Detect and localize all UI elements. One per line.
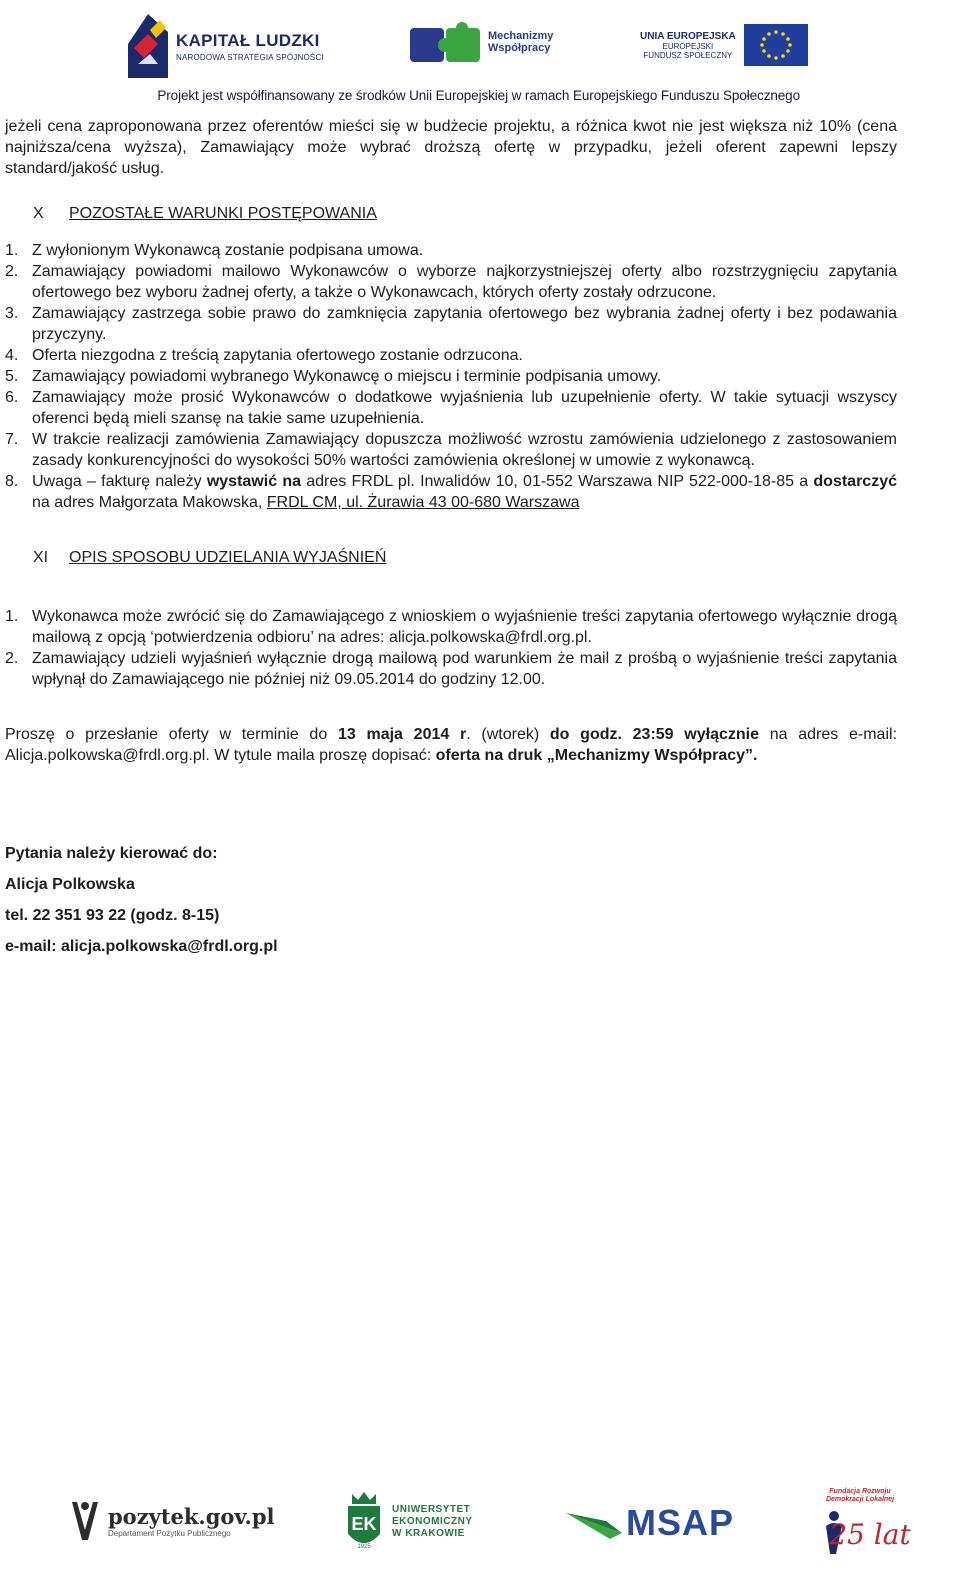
pozytek-figure-icon (68, 1500, 102, 1542)
item-text: Oferta niezgodna z treścią zapytania ofertowego zostanie odrzucona. (32, 347, 523, 364)
item-text: Z wyłonionym Wykonawcą zostanie podpisana umowa. (32, 242, 424, 259)
section-x-list (5, 240, 897, 513)
frdl-line1: Fundacja Rozwoju (829, 1488, 891, 1495)
kapital-ludzki-title: KAPITAŁ LUDZKI (176, 30, 320, 50)
list-item (5, 345, 897, 366)
delivery-address: FRDL CM, ul. Żurawia 43 00-680 Warszawa (266, 494, 580, 511)
frdl-25-years-icon (820, 1504, 911, 1558)
invoice-text-3: na adres Małgorzata Makowska, (32, 494, 267, 511)
invoice-bold-1: wystawić na (206, 473, 301, 490)
item-text (32, 471, 897, 513)
pozytek-title: pozytek.gov.pl (108, 1504, 275, 1529)
deadline-date: 13 maja 2014 r (337, 726, 467, 743)
section-x-title: POZOSTAŁE WARUNKI POSTĘPOWANIA (69, 205, 377, 222)
tagline-text: Projekt jest współfinansowany ze środków Unii Europejskiej w ramach Europejskiego Funduszu Społecznego (157, 88, 800, 103)
item-number: 4. (5, 347, 19, 364)
university-crest-icon (344, 1490, 384, 1554)
ue-title: UNIA EUROPEJSKA (640, 30, 736, 42)
item-text: Zamawiający powiadomi wybranego Wykonawcę o miejscu i terminie podpisania umowy. (32, 368, 662, 385)
ue-line3: W KRAKOWIE (392, 1528, 465, 1539)
section-x-heading (5, 203, 897, 224)
invoice-bold-2: dostarczyć (813, 473, 897, 490)
item-number: 7. (5, 431, 19, 448)
list-item-invoice (5, 471, 897, 513)
email-subject: oferta na druk „Mechanizmy Współpracy”. (435, 747, 758, 764)
kapital-ludzki-subtitle: NARODOWA STRATEGIA SPÓJNOŚCI (176, 52, 324, 62)
frdl-years: 25 lat (829, 1518, 911, 1551)
mechanizmy-line1: Mechanizmy (488, 30, 554, 42)
ue-line2: EKONOMICZNY (392, 1516, 473, 1527)
list-item (5, 648, 897, 690)
section-xi-list (5, 606, 897, 690)
kapital-ludzki-logo (128, 14, 324, 78)
msap-swoosh-icon (566, 1505, 622, 1541)
contact-phone: tel. 22 351 93 22 (godz. 8-15) (5, 907, 220, 924)
spacer (5, 690, 897, 724)
request-text-1: Proszę o przesłanie oferty w terminie do (5, 726, 338, 743)
request-text-3: na adres e-mail: Alicja.polkowska@frdl.org.pl. W tytule maila proszę dopisać: (5, 726, 898, 764)
item-number: 1. (5, 608, 19, 625)
document-body (5, 116, 897, 962)
mechanizmy-line2: Współpracy (488, 42, 551, 54)
request-text-2: . (wtorek) (466, 726, 550, 743)
msap-text: MSAP (626, 1502, 735, 1543)
intro-paragraph: jeżeli cena zaproponowana przez oferentów mieści się w budżecie projektu, a różnica kwot nie jest większa niż 10% (cena najniższa/cena wyższa), Zamawiający może wybrać droższą ofertę w przypadku, jeżeli oferent zapewni lepszy standard/jakość usług. (5, 118, 897, 177)
item-text: Wykonawca może zwrócić się do Zamawiającego z wnioskiem o wyjaśnienie treści zapytania ofertowego wyłącznie drogą mailową z opcją ‘potwierdzenia odbioru’ na adres: alicja.polkowska@frdl.org.pl. (32, 608, 897, 646)
page-header (0, 0, 960, 110)
offer-request-paragraph (5, 724, 897, 766)
item-number: 5. (5, 368, 19, 385)
contact-heading: Pytania należy kierować do: (5, 845, 218, 862)
invoice-text-1: Uwaga – fakturę należy (32, 473, 207, 490)
ue-line1: UNIWERSYTET (392, 1504, 471, 1515)
section-xi-heading (5, 547, 897, 568)
contact-block (5, 838, 897, 962)
crest-year: 1925 (357, 1544, 371, 1550)
pozytek-sub: Departament Pożytku Publicznego (108, 1529, 231, 1538)
list-item (5, 261, 897, 303)
eu-flag-icon (744, 24, 808, 66)
list-item (5, 366, 897, 387)
item-text: Zamawiający powiadomi mailowo Wykonawców o wyborze najkorzystniejszej oferty albo rozstrzygnięciu zapytania ofertowego bez wyboru żadnej oferty, a także o Wykonawcach, których oferty zostały odrzucone. (32, 263, 897, 301)
item-number: 2. (5, 650, 19, 667)
list-item (5, 303, 897, 345)
msap-logo (566, 1502, 734, 1544)
frdl-line2: Demokracji Lokalnej (825, 1496, 895, 1503)
item-number: 1. (5, 242, 19, 259)
mechanizmy-wspolpracy-logo (410, 20, 553, 64)
item-text: Zamawiający może prosić Wykonawców o dodatkowe wyjaśnienia lub uzupełnienie oferty. W takie sytuacji wszyscy oferenci będą mieli szansę na takie same uzupełnienia. (32, 389, 897, 427)
invoice-text-2: adres FRDL pl. Inwalidów 10, 01-552 Warszawa NIP 522-000-18-85 a (301, 473, 814, 490)
svg-text:EK: EK (351, 1514, 377, 1534)
ue-sub2: FUNDUSZ SPOŁECZNY (643, 50, 733, 60)
list-item (5, 429, 897, 471)
contact-email: e-mail: alicja.polkowska@frdl.org.pl (5, 938, 278, 955)
list-item (5, 240, 897, 261)
contact-name: Alicja Polkowska (5, 876, 135, 893)
item-text: Zamawiający zastrzega sobie prawo do zamknięcia zapytania ofertowego bez wybrania żadnej oferty i bez podawania przyczyny. (32, 305, 897, 343)
item-text: Zamawiający udzieli wyjaśnień wyłącznie drogą mailową pod warunkiem że mail z prośbą o wyjaśnienie treści zapytania wpłynął do Zamawiającego nie później niż 09.05.2014 do godziny 12.00. (32, 650, 897, 688)
ue-sub1: EUROPEJSKI (662, 41, 714, 51)
cofinancing-tagline (0, 88, 936, 103)
deadline-time: do godz. 23:59 wyłącznie (549, 726, 760, 743)
list-item (5, 606, 897, 648)
item-number: 3. (5, 305, 19, 322)
section-xi-number: XI (33, 549, 49, 566)
uniwersytet-ekonomiczny-logo (344, 1490, 473, 1554)
section-xi-title: OPIS SPOSOBU UDZIELANIA WYJAŚNIEŃ (69, 549, 387, 566)
item-number: 8. (5, 473, 19, 490)
frdl-logo (820, 1488, 911, 1558)
puzzle-icon (410, 20, 484, 64)
item-number: 2. (5, 263, 19, 280)
kapital-ludzki-emblem-icon (128, 14, 168, 78)
pozytek-gov-logo (68, 1500, 275, 1542)
list-item (5, 387, 897, 429)
page-footer (0, 1480, 960, 1580)
item-text: W trakcie realizacji zamówienia Zamawiający dopuszcza możliwość wzrostu zamówienia udzielonego z zastosowaniem zasady konkurencyjności do wysokości 50% wartości zamówienia określonej w umowie z wykonawcą. (32, 431, 897, 469)
section-x-number: X (33, 205, 44, 222)
unia-europejska-logo (640, 24, 808, 66)
item-number: 6. (5, 389, 19, 406)
